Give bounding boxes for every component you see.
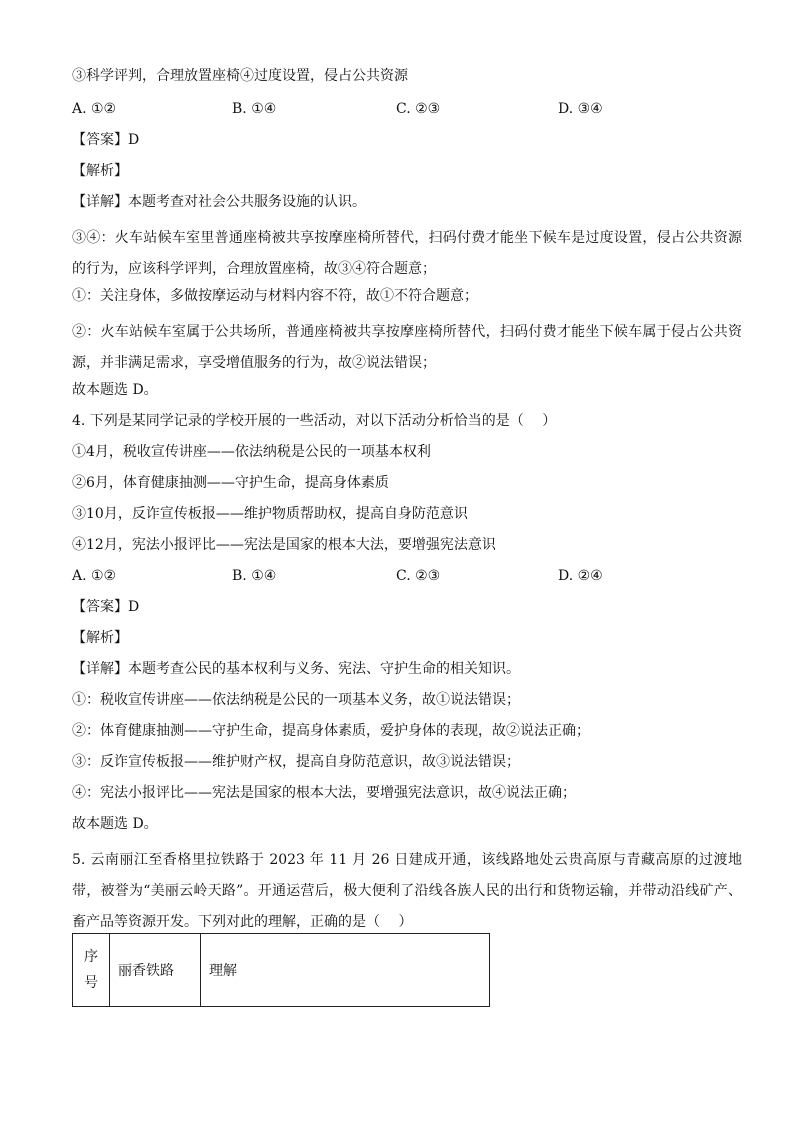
q4-option-c[interactable]: C. ②③ xyxy=(396,568,441,584)
q3-option-b[interactable]: B. ①④ xyxy=(232,101,277,117)
q3-option-d[interactable]: D. ③④ xyxy=(558,101,603,117)
table-header-row xyxy=(73,934,490,1007)
q4-answer: 【答案】D xyxy=(72,599,140,615)
table-header-railway: 丽香铁路 xyxy=(110,934,201,1007)
q5-table xyxy=(72,933,490,1007)
q4-detail: 【详解】本题考查公民的基本权利与义务、宪法、守护生命的相关知识。 xyxy=(72,661,520,677)
q3-option-a[interactable]: A. ①② xyxy=(72,101,117,117)
q3-explain-2: ①：关注身体，多做按摩运动与材料内容不符，故①不符合题意； xyxy=(72,288,478,304)
q4-stem: 4. 下列是某同学记录的学校开展的一些活动，对以下活动分析恰当的是（ ） xyxy=(72,413,557,429)
q4-analysis-label: 【解析】 xyxy=(72,630,128,646)
q4-options xyxy=(72,566,632,586)
q4-option-a[interactable]: A. ①② xyxy=(72,568,117,584)
table-header-index: 序号 xyxy=(73,934,110,1007)
q4-explain-2: ②：体育健康抽测——守护生命，提高身体素质，爱护身体的表现，故②说法正确； xyxy=(72,723,590,739)
q5-stem: 5. 云南丽江至香格里拉铁路于 2023 年 11 月 26 日建成开通，该线路地处云贵高原与青藏高原的过渡地带，被誉为“美丽云岭天路”。开通运营后，极大便利了沿线各族人民的出行和货物运输，并带动沿线矿产、畜产品等资源开发。下列对此的理解，正确的是（ ） xyxy=(72,852,742,930)
table-header-understanding: 理解 xyxy=(201,934,490,1007)
q4-explain-4: ④：宪法小报评比——宪法是国家的根本大法，要增强宪法意识，故④说法正确； xyxy=(72,785,576,801)
q4-item-2: ②6月，体育健康抽测——守护生命，提高身体素质 xyxy=(72,475,389,491)
q3-stem-tail: ③科学评判，合理放置座椅④过度设置，侵占公共资源 xyxy=(72,68,408,84)
q4-option-d[interactable]: D. ②④ xyxy=(558,568,603,584)
q4-option-b[interactable]: B. ①④ xyxy=(232,568,277,584)
q3-conclusion: 故本题选 D。 xyxy=(72,382,158,398)
q4-item-1: ①4月，税收宣传讲座——依法纳税是公民的一项基本权利 xyxy=(72,444,431,460)
q4-explain-3: ③：反诈宣传板报——维护财产权，提高自身防范意识，故③说法错误； xyxy=(72,754,520,770)
q3-option-c[interactable]: C. ②③ xyxy=(396,101,441,117)
q3-analysis-label: 【解析】 xyxy=(72,163,128,179)
q3-options xyxy=(72,99,632,119)
q3-explain-1: ③④：火车站候车室里普通座椅被共享按摩座椅所替代，扫码付费才能坐下候车是过度设置，侵占公共资源的行为，应该科学评判，合理放置座椅，故③④符合题意； xyxy=(72,230,742,277)
q4-explain-1: ①：税收宣传讲座——依法纳税是公民的一项基本义务，故①说法错误； xyxy=(72,692,520,708)
q3-answer: 【答案】D xyxy=(72,132,140,148)
q3-explain-3: ②：火车站候车室属于公共场所，普通座椅被共享按摩座椅所替代，扫码付费才能坐下候车属于侵占公共资源，并非满足需求，享受增值服务的行为，故②说法错误； xyxy=(72,324,742,371)
q4-item-3: ③10月，反诈宣传板报——维护物质帮助权，提高自身防范意识 xyxy=(72,506,468,522)
q4-conclusion: 故本题选 D。 xyxy=(72,816,158,832)
q4-item-4: ④12月，宪法小报评比——宪法是国家的根本大法，要增强宪法意识 xyxy=(72,537,496,553)
q3-detail: 【详解】本题考查对社会公共服务设施的认识。 xyxy=(72,194,366,210)
